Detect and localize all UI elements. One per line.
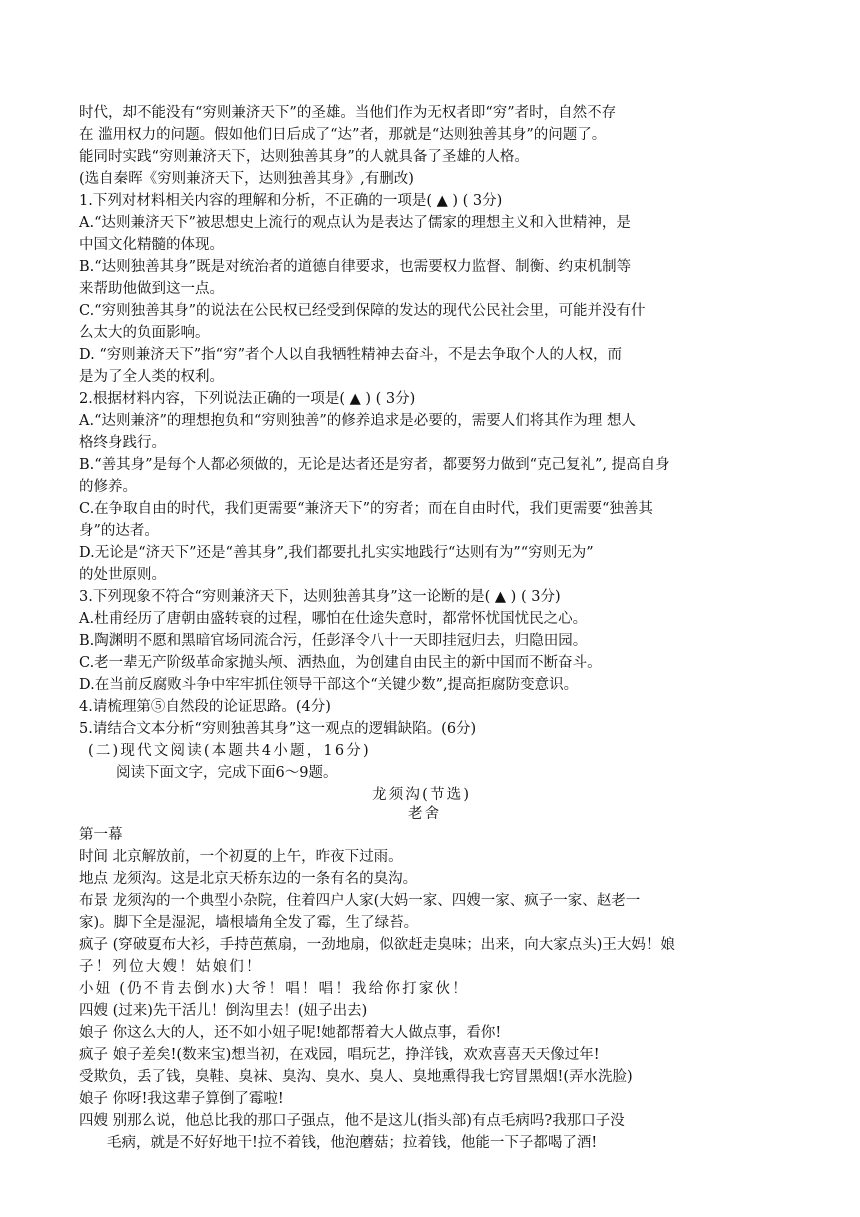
play-time: 时间 北京解放前，一个初夏的上午，昨夜下过雨。	[79, 849, 403, 865]
q2-option-b-line-2: 的修养。	[79, 479, 137, 495]
q2-option-a-line-1: A.“达则兼济”的理想抱负和“穷则独善”的修养追求是必要的，需要人们将其作为理 想人	[79, 413, 636, 429]
q1-option-a-line-2: 中国文化精髓的体现。	[79, 237, 224, 253]
dialogue-line: 毛病，就是不好好地干!拉不着钱，他泡蘑菇；拉着钱，他能一下子都喝了酒!	[107, 1135, 598, 1151]
question-5: 5.请结合文本分析“穷则独善其身”这一观点的逻辑缺陷。(6分)	[79, 721, 477, 737]
q2-option-c-line-1: C.在争取自由的时代，我们更需要“兼济天下”的穷者；而在自由时代，我们更需要“独善其	[79, 501, 653, 517]
dialogue-line: 四嫂 别那么说，他总比我的那口子强点，他不是这儿(指头部)有点毛病吗?我那口子没	[79, 1113, 625, 1129]
q2-option-c-line-2: 身”的达者。	[79, 523, 159, 539]
dialogue-line: 受欺负，丢了钱，臭鞋、臭袜、臭沟、臭水、臭人、臭地熏得我七窍冒黑烟!(弄水洗脸)	[79, 1069, 633, 1085]
question-1-stem: 1.下列对材料相关内容的理解和分析，不正确的一项是( ▲ ) ( 3分)	[79, 193, 503, 209]
play-scene-line-1: 布景 龙须沟的一个典型小杂院，住着四户人家(大妈一家、四嫂一家、疯子一家、赵老一	[79, 893, 641, 909]
dialogue-line: 娘子 你呀!我这辈子算倒了霉啦!	[79, 1091, 284, 1107]
q3-option-d: D.在当前反腐败斗争中牢牢抓住领导干部这个“关键少数”,提高拒腐防变意识。	[79, 677, 579, 693]
dialogue-line: 子！列位大嫂！姑娘们！	[79, 959, 263, 975]
dialogue-line: 疯子 (穿破夏布大衫，手持芭蕉扇，一劲地扇，似欲赶走臭味；出来，向大家点头)王大妈！娘	[79, 937, 675, 953]
q1-option-c-line-1: C.“穷则独善其身”的说法在公民权已经受到保障的发达的现代公民社会里，可能并没有什	[79, 303, 646, 319]
q1-option-b-line-2: 来帮助他做到这一点。	[79, 281, 224, 297]
passage-line-1: 时代，却不能没有“穷则兼济天下”的圣雄。当他们作为无权者即“穷”者时，自然不存	[79, 105, 617, 121]
dialogue-line: 疯子 娘子差矣!(数来宝)想当初，在戏园，唱玩艺，挣洋钱，欢欢喜喜天天像过年!	[79, 1047, 600, 1063]
q2-option-d-line-1: D.无论是“济天下”还是“善其身”,我们都要扎扎实实地践行“达则有为”“穷则无为”	[79, 545, 594, 561]
dialogue-line: 四嫂 (过来)先干活儿！倒沟里去！(妞子出去)	[79, 1003, 368, 1019]
passage-line-3: 能同时实践“穷则兼济天下，达则独善其身”的人就具备了圣雄的人格。	[79, 149, 529, 165]
play-author: 老舍	[408, 806, 442, 822]
q1-option-b-line-1: B.“达则独善其身”既是对统治者的道德自律要求，也需要权力监督、制衡、约束机制等	[79, 259, 632, 275]
dialogue-line: 小妞 (仍不肯去倒水)大爷！唱！唱！我给你打家伙！	[79, 981, 469, 997]
q1-option-a-line-1: A.“达则兼济天下”被思想史上流行的观点认为是表达了儒家的理想主义和入世精神，是	[79, 215, 631, 231]
q1-option-c-line-2: 么太大的负面影响。	[79, 325, 210, 341]
q1-option-d-line-1: D. “穷则兼济天下”指“穷”者个人以自我牺牲精神去奋斗，不是去争取个人的人权，而	[79, 347, 622, 363]
play-place: 地点 龙须沟。这是北京天桥东边的一条有名的臭沟。	[79, 871, 418, 887]
q3-option-a: A.杜甫经历了唐朝由盛转衰的过程，哪怕在仕途失意时，都常怀忧国忧民之心。	[79, 611, 588, 627]
q3-option-b: B.陶渊明不愿和黑暗官场同流合污，任彭泽令八十一天即挂冠归去，归隐田园。	[79, 633, 588, 649]
q1-option-d-line-2: 是为了全人类的权利。	[79, 369, 224, 385]
question-2-stem: 2.根据材料内容，下列说法正确的一项是( ▲ ) ( 3分)	[79, 391, 416, 407]
q2-option-d-line-2: 的处世原则。	[79, 567, 166, 583]
question-4: 4.请梳理第⑤自然段的论证思路。(4分)	[79, 699, 331, 715]
play-scene-line-2: 家)。脚下全是湿泥，墙根墙角全发了霉，生了绿苔。	[79, 915, 419, 931]
play-title: 龙须沟(节选)	[372, 787, 472, 803]
passage-source: (选自秦晖《穷则兼济天下，达则独善其身》,有删改)	[79, 171, 414, 187]
q3-option-c: C.老一辈无产阶级革命家抛头颅、洒热血，为创建自由民主的新中国而不断奋斗。	[79, 655, 602, 671]
dialogue-line: 娘子 你这么大的人，还不如小妞子呢!她都帮着大人做点事，看你!	[79, 1025, 502, 1041]
play-act: 第一幕	[79, 827, 123, 843]
q2-option-b-line-1: B.“善其身”是每个人都必须做的，无论是达者还是穷者，都要努力做到“克己复礼”, 提高自身	[79, 457, 670, 473]
q2-option-a-line-2: 格终身践行。	[79, 435, 166, 451]
section-instruction: 阅读下面文字，完成下面6～9题。	[116, 765, 338, 781]
passage-line-2: 在 滥用权力的问题。假如他们日后成了“达”者，那就是“达则独善其身”的问题了。	[79, 127, 607, 143]
question-3-stem: 3.下列现象不符合“穷则兼济天下，达则独善其身”这一论断的是( ▲ ) ( 3分)	[79, 589, 561, 605]
section-heading: (二)现代文阅读(本题共4小题，16分)	[88, 743, 371, 759]
